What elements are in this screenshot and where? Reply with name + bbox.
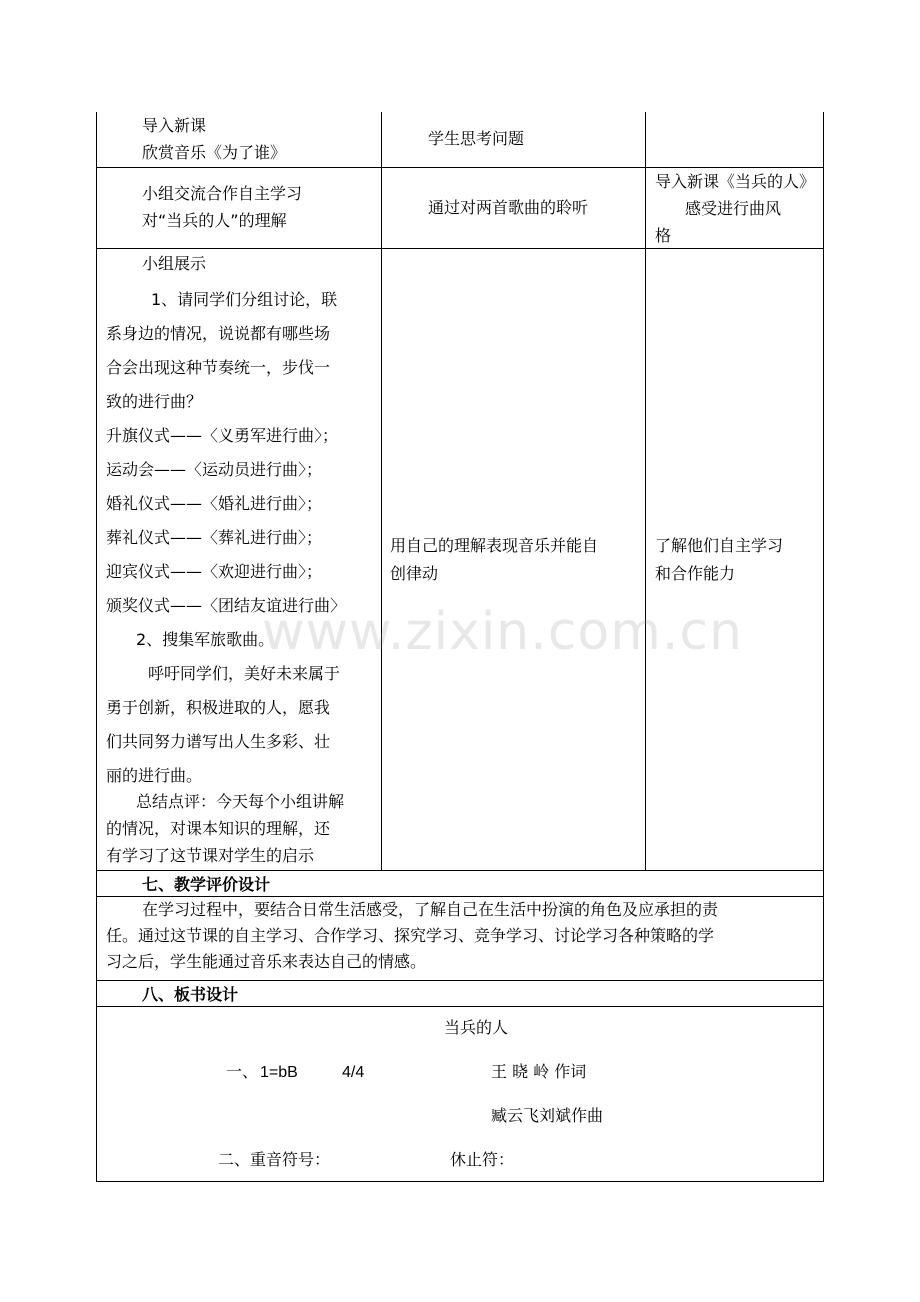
row-divider-6 <box>96 1006 824 1007</box>
row-divider-5 <box>96 980 824 981</box>
row2-col1-line2: 对“当兵的人”的理解 <box>142 211 287 230</box>
row3-col1-line8: 婚礼仪式——〈婚礼进行曲〉； <box>106 494 323 513</box>
lyricist: 王 晓 岭 作词 <box>491 1062 587 1081</box>
song-title: 当兵的人 <box>444 1018 509 1037</box>
row3-col1-line18: 的情况，对课本知识的理解，还 <box>106 819 331 838</box>
row-divider-1 <box>96 167 824 168</box>
row3-col1-line13: 呼吁同学们，美好未来属于 <box>148 664 341 683</box>
rest-symbol-label: 休止符： <box>450 1150 515 1169</box>
row3-col1-line7: 运动会——〈运动员进行曲〉； <box>106 460 323 479</box>
row-divider-3 <box>96 870 824 871</box>
row1-col2-text: 学生思考问题 <box>428 129 525 148</box>
row3-col1-line12: 2、搜集军旅歌曲。 <box>136 630 275 649</box>
row3-col1-line16: 丽的进行曲。 <box>106 766 203 785</box>
section7-body-line1: 在学习过程中，要结合日常生活感受，了解自己在生活中扮演的角色及应承担的责 <box>142 900 719 919</box>
row3-col1-line17: 总结点评：今天每个小组讲解 <box>136 792 345 811</box>
column-divider-1 <box>381 112 382 870</box>
section8-heading: 八、板书设计 <box>142 985 239 1004</box>
row3-col1-line6: 升旗仪式——〈义勇军进行曲〉； <box>106 426 339 445</box>
row2-col3-line2: 感受进行曲风 <box>685 199 782 218</box>
row3-col1-line3: 系身边的情况，说说都有哪些场 <box>106 324 331 343</box>
row2-col3-line1: 导入新课《当兵的人》 <box>655 172 816 191</box>
watermark: www.zixin.com.cn <box>262 602 743 662</box>
section7-body-line2: 任。通过这节课的自主学习、合作学习、探究学习、竞争学习、讨论学习各种策略的学 <box>106 926 715 945</box>
column-divider-2 <box>645 112 646 870</box>
table-border-bottom <box>96 1181 824 1182</box>
row3-col1-line9: 葬礼仪式——〈葬礼进行曲〉； <box>106 528 323 547</box>
key-signature: 1=bB <box>260 1064 298 1081</box>
time-signature: 4/4 <box>342 1064 365 1081</box>
row-divider-2 <box>96 248 824 249</box>
row3-col1-line1: 小组展示 <box>142 254 207 273</box>
row3-col1-line14: 勇于创新，积极进取的人，愿我 <box>106 698 331 717</box>
row1-col1-line2: 欣赏音乐《为了谁》 <box>142 143 287 162</box>
row-divider-4 <box>96 896 824 897</box>
row3-col3-line1: 了解他们自主学习 <box>655 536 784 555</box>
row3-col1-line2: 1、请同学们分组讨论，联 <box>151 290 338 309</box>
row3-col1-line11: 颁奖仪式——〈团结友谊进行曲〉 <box>106 596 347 615</box>
row3-col2-line2: 创律动 <box>390 564 439 583</box>
section7-body-line3: 习之后，学生能通过音乐来表达自己的情感。 <box>106 952 427 971</box>
row2-col2-text: 通过对两首歌曲的聆听 <box>428 198 589 217</box>
row2-col1-line1: 小组交流合作自主学习 <box>142 184 303 203</box>
row3-col1-line10: 迎宾仪式——〈欢迎进行曲〉； <box>106 562 323 581</box>
row3-col1-line5: 致的进行曲？ <box>106 392 203 411</box>
row3-col3-line2: 和合作能力 <box>655 564 736 583</box>
row1-col1-line1: 导入新课 <box>142 116 207 135</box>
table-border-left <box>96 112 97 1182</box>
row2-col3-line3: 格 <box>655 226 672 245</box>
notation-label: 一、 <box>226 1062 259 1081</box>
row3-col1-line19: 有学习了这节课对学生的启示 <box>106 846 315 865</box>
row3-col2-line1: 用自己的理解表现音乐并能自 <box>390 536 599 555</box>
composer: 臧云飞刘斌作曲 <box>491 1106 604 1125</box>
accent-symbol-label: 二、重音符号： <box>218 1150 331 1169</box>
section7-heading: 七、教学评价设计 <box>142 875 271 894</box>
row3-col1-line4: 合会出现这种节奏统一，步伐一 <box>106 358 331 377</box>
table-border-right <box>823 112 824 1182</box>
row3-col1-line15: 们共同努力谱写出人生多彩、壮 <box>106 732 331 751</box>
